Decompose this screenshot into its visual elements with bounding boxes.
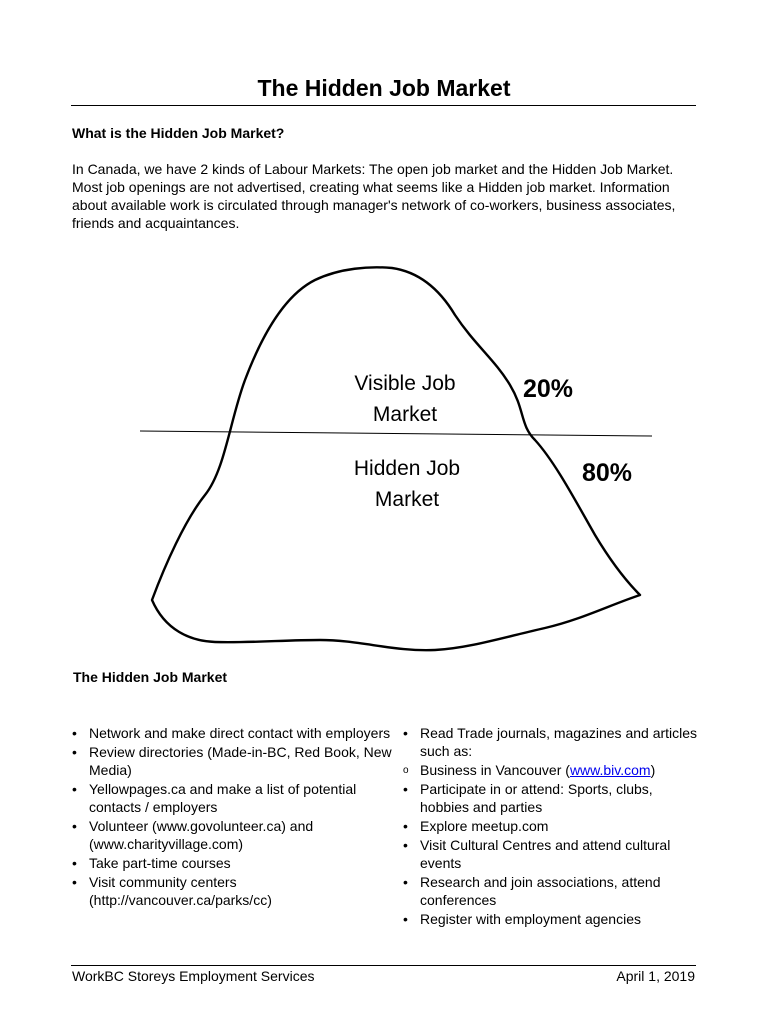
biv-link[interactable]: www.biv.com	[569, 762, 651, 778]
list-item: • Read Trade journals, magazines and articles such as:	[403, 725, 698, 759]
hidden-label-line2: Market	[374, 488, 440, 511]
bullet-icon: •	[72, 855, 77, 871]
footer-rule	[71, 965, 696, 966]
left-bullet-list	[72, 724, 392, 910]
question-heading: What is the Hidden Job Market?	[72, 125, 285, 141]
list-item: • Research and join associations, attend conferences	[403, 874, 661, 908]
list-item: • Register with employment agencies	[403, 911, 641, 927]
bullet-icon: •	[403, 874, 408, 890]
list-item: • Yellowpages.ca and make a list of potential contacts / employers	[72, 781, 357, 815]
hidden-percent: 80%	[582, 459, 633, 487]
list-item: • Network and make direct contact with employers	[72, 725, 391, 741]
bullet-icon: •	[403, 837, 408, 853]
visible-label-line1: Visible Job	[354, 372, 456, 395]
bullet-icon: •	[72, 781, 77, 797]
footer-organization: WorkBC Storeys Employment Services	[72, 968, 315, 984]
bullet-icon: •	[72, 744, 77, 760]
bullet-icon: •	[403, 818, 408, 834]
list-item: • Visit Cultural Centres and attend cultural events	[403, 837, 671, 871]
bullet-icon: •	[403, 781, 408, 797]
list-item: • Take part-time courses	[72, 855, 231, 871]
list-item: • Visit community centers (http://vancouver.ca/parks/cc)	[72, 874, 272, 908]
waterline	[140, 431, 652, 436]
list-item: • Explore meetup.com	[403, 818, 549, 834]
right-bullet-list	[403, 724, 703, 929]
bullet-icon: •	[72, 725, 77, 741]
list-item: • Participate in or attend: Sports, clubs, hobbies and parties	[403, 781, 653, 815]
bullet-icon: •	[72, 818, 77, 834]
list-item-sub: o Business in Vancouver (www.biv.com)	[403, 762, 656, 778]
page-title: The Hidden Job Market	[257, 75, 511, 101]
visible-label-line2: Market	[372, 403, 438, 426]
footer-date: April 1, 2019	[616, 968, 695, 984]
bullet-icon: •	[403, 911, 408, 927]
bullet-icon: •	[72, 874, 77, 890]
list-item: • Volunteer (www.govolunteer.ca) and (www.charityvillage.com)	[72, 818, 314, 852]
list-item: • Review directories (Made-in-BC, Red Book, New Media)	[72, 744, 392, 778]
hidden-label-line1: Hidden Job	[353, 457, 461, 480]
bullet-icon: •	[403, 725, 408, 741]
visible-percent: 20%	[523, 375, 574, 403]
section-heading: The Hidden Job Market	[73, 669, 228, 685]
intro-paragraph: In Canada, we have 2 kinds of Labour Markets: The open job market and the Hidden Job Market. Most job openings are not advertised, creating what seems like a Hidden job market. Information about available work is circulated through manager's network of co-workers, business associates, friends and acquaintances.	[72, 161, 676, 231]
circle-bullet-icon: o	[403, 765, 409, 776]
